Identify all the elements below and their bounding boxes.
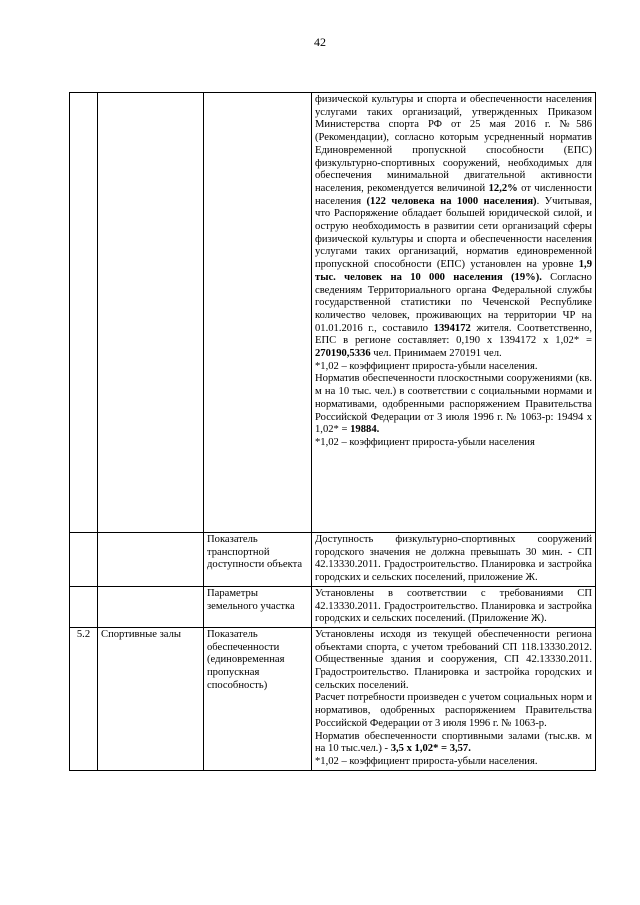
paragraph: Установлены исходя из текущей обеспеченности региона объектами спорта, с учетом требований СП 118.13330.2012. Общественные здания и сооружения, СП 42.13330.2011. Градостроительство. Планировка и застройка городских и сельских поселений. xyxy=(315,628,592,691)
bold-value: (122 человека на 1000 населения) xyxy=(366,195,537,207)
row-number-cell xyxy=(70,586,98,627)
facility-name-cell: Спортивные залы xyxy=(98,627,204,770)
row-number-cell xyxy=(70,93,98,533)
row-number-cell xyxy=(70,533,98,587)
text-fragment: чел. Принимаем 270191 чел. xyxy=(373,348,502,360)
bold-value: 12,2% xyxy=(488,182,518,194)
table-row xyxy=(70,627,596,770)
bold-value: 1394172 xyxy=(433,322,471,334)
description-cell: Установлены в соответствии с требованиями СП 42.13330.2011. Градостроительство. Планировка и застройка городских и сельских поселений. (Приложение Ж). xyxy=(312,586,596,627)
page-number: 42 xyxy=(314,35,326,49)
text-fragment: Норматив обеспеченности плоскостными сооружениями (кв. м на 10 тыс. чел.) в соответствии с социальными нормами и нормативами, одобренными распоряжением Правительства Российской Федерации от 3 июля 1996 г. № 1063-р: 19494 х 1,02* = xyxy=(315,373,592,436)
paragraph xyxy=(315,373,592,437)
bold-value: 1,9 тыс. человек на 10 000 населения (19%). xyxy=(315,259,592,283)
indicator-cell xyxy=(204,93,312,533)
paragraph xyxy=(315,731,592,756)
facility-name-cell xyxy=(98,533,204,587)
footnote: *1,02 – коэффициент прироста-убыли населения. xyxy=(315,755,538,767)
indicator-cell: Показатель транспортной доступности объекта xyxy=(204,533,312,587)
footnote: *1,02 – коэффициент прироста-убыли населения. xyxy=(315,360,538,372)
facility-name-cell xyxy=(98,93,204,533)
description-cell: Доступность физкультурно-спортивных сооружений городского значения не должна превышать 30 мин. - СП 42.13330.2011. Градостроительство. Планировка и застройка городских и сельских поселений, приложение Ж. xyxy=(312,533,596,587)
text-fragment: физической культуры и спорта и обеспеченности населения услугами таких организаций, утвержденных Приказом Министерства спорта РФ от 25 мая 2016 г. №586 (Рекомендации), согласно которым усредненный норматив Единовременной пропускной способности (ЕПС) физкультурно-спортивных сооружений, необходимых для обеспечения минимальной двигательной активности населения, рекомендуется величиной xyxy=(315,94,592,194)
paragraph: Расчет потребности произведен с учетом социальных норм и нормативов, одобренных распоряжением Правительства Российской Федерации от 3 июля 1996 г. № 1063-р. xyxy=(315,692,592,729)
table-row xyxy=(70,93,596,533)
paragraph xyxy=(315,94,592,361)
text-fragment: Согласно сведениям Территориального органа Федеральной службы государственной статистики по Чеченской Республике количество человек, проживающих на территории ЧР на 01.01.2016 г., составило xyxy=(315,271,592,334)
text-fragment: Норматив обеспеченности спортивными залами (тыс.кв. м на 10 тыс.чел.) - xyxy=(315,730,592,755)
bold-value: 3,5 х 1,02* = 3,57. xyxy=(390,743,471,755)
indicator-cell: Параметры земельного участка xyxy=(204,586,312,627)
description-cell xyxy=(312,93,596,533)
text-fragment: . Учитывая, что Распоряжение обладает большей юридической силой, и острую необходимость в развитии сети организаций сферы физической культуры и спорта и обеспеченности населения услугами таких организаций, норматив единовременной пропускной способности (ЕПС) установлен на уровне xyxy=(315,195,592,271)
text-fragment: от численности населения xyxy=(315,182,592,207)
table-row xyxy=(70,586,596,627)
bold-value: 19884. xyxy=(350,424,380,436)
indicator-cell: Показатель обеспеченности (единовременная пропускная способность) xyxy=(204,627,312,770)
text-fragment: жителя. Соответственно, ЕПС в регионе составляет: 0,190 х 1394172 х 1,02* = xyxy=(315,322,592,347)
bold-value: 270190,5336 xyxy=(315,348,371,360)
description-cell xyxy=(312,627,596,770)
footnote: *1,02 – коэффициент прироста-убыли населения xyxy=(315,436,535,448)
table-row xyxy=(70,533,596,587)
standards-table xyxy=(69,92,596,771)
row-number-cell: 5.2 xyxy=(70,627,98,770)
facility-name-cell xyxy=(98,586,204,627)
